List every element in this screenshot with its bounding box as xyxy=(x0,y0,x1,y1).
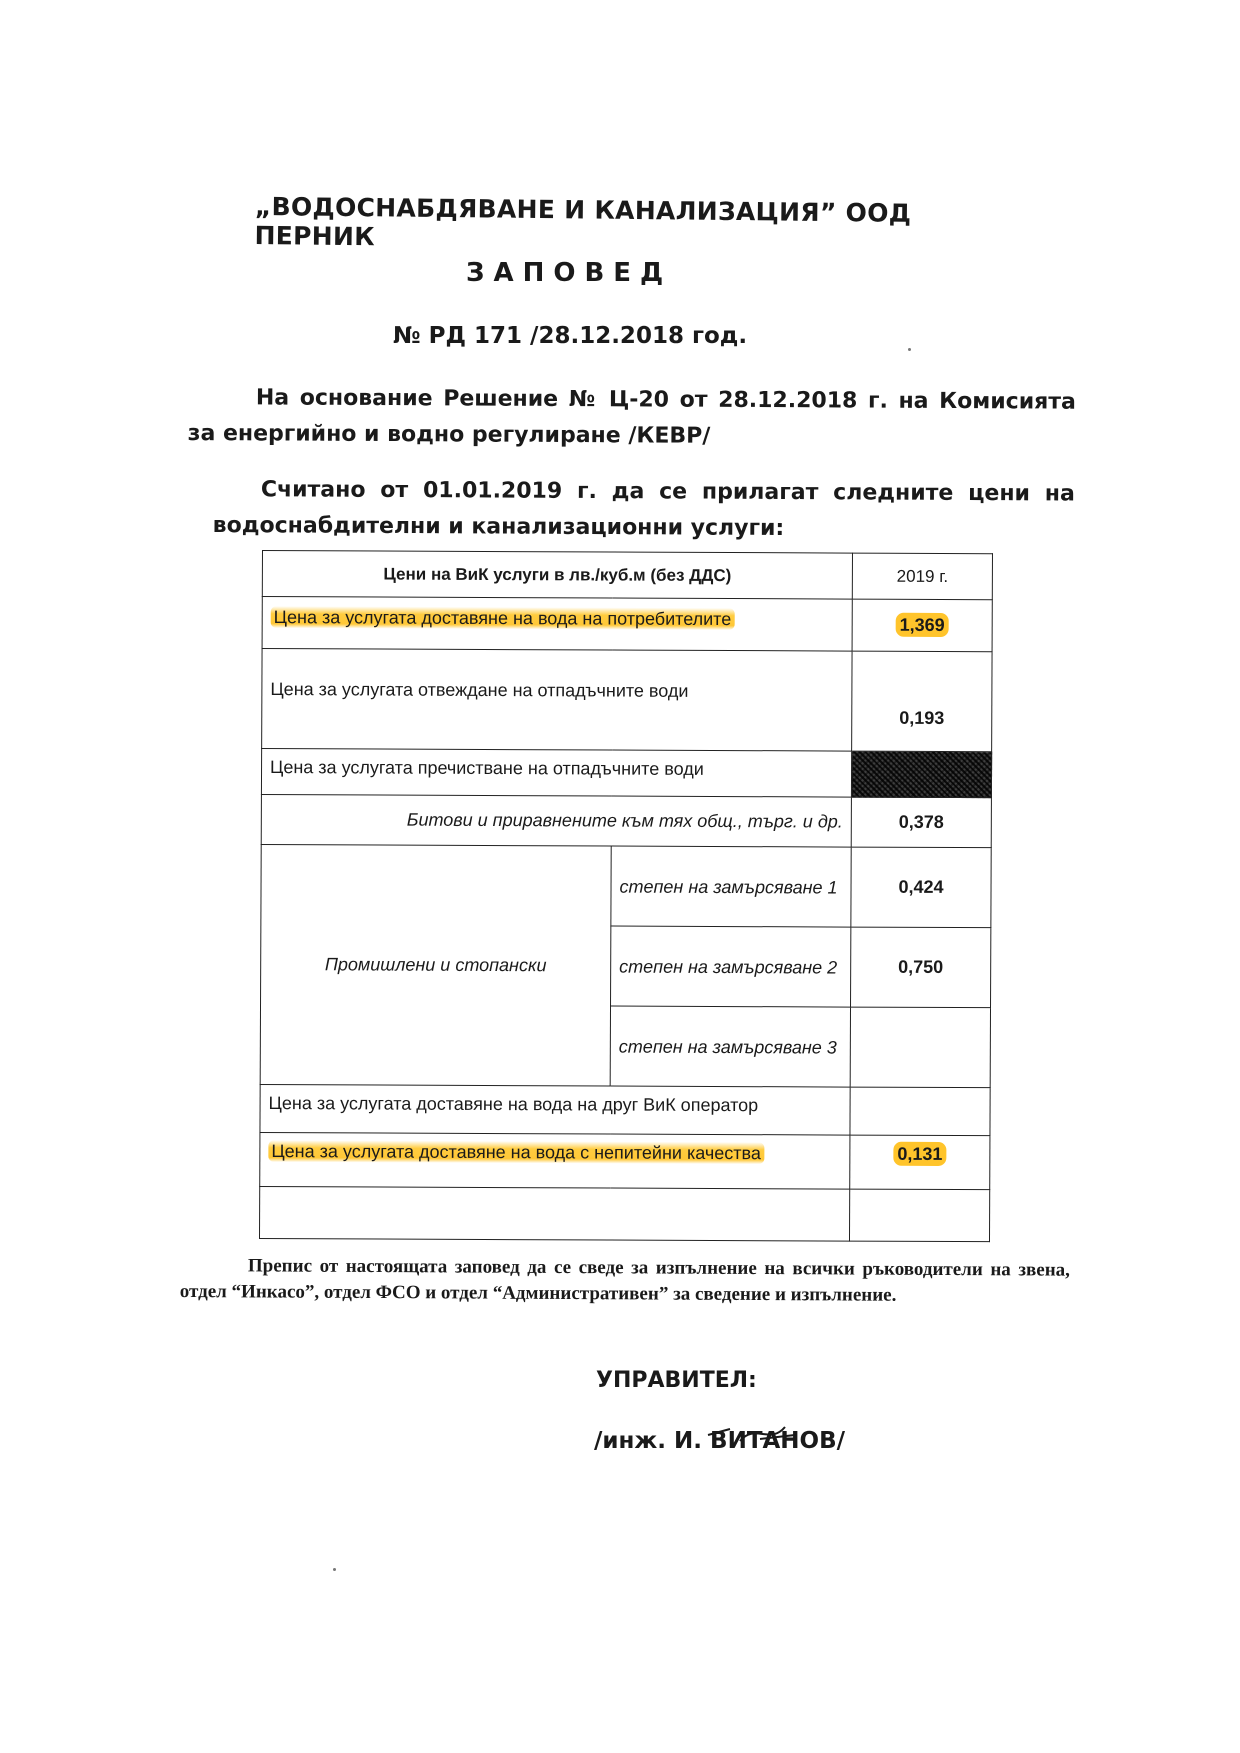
empty-cell xyxy=(259,1186,849,1241)
scan-speck xyxy=(333,1568,336,1571)
empty-value-cell xyxy=(849,1189,989,1242)
effective-paragraph: Считано от 01.01.2019 г. да се прилагат следните цени на водоснабдителни и канализационни услуги: xyxy=(212,477,1075,541)
nonpotable-label: Цена за услугата доставяне на вода с непитейни качества xyxy=(268,1140,764,1164)
pollution2-value: 0,750 xyxy=(898,956,944,977)
header-label-cell xyxy=(262,551,852,600)
household-cell xyxy=(261,794,851,847)
pollution3-label: степен на замърсяване 3 xyxy=(618,1036,837,1058)
industrial-label: Промишлени и стопански xyxy=(324,954,547,976)
order-number: № РД 171 /28.12.2018 год. xyxy=(393,323,748,349)
table-row-empty xyxy=(259,1186,989,1241)
pollution2-cell xyxy=(611,926,851,1007)
other-operator-value-cell xyxy=(850,1087,990,1136)
household-value-cell xyxy=(851,797,991,848)
pollution3-cell xyxy=(610,1006,850,1087)
treatment-cell xyxy=(261,749,851,798)
pollution1-label: степен на замърсяване 1 xyxy=(619,876,838,898)
wastewater-value-cell xyxy=(852,651,992,752)
pollution2-label: степен на замърсяване 2 xyxy=(619,956,838,978)
pollution3-value-cell xyxy=(850,1007,990,1088)
document-title: ЗАПОВЕД xyxy=(466,258,673,288)
table-row xyxy=(260,1084,990,1135)
table-row xyxy=(261,794,991,847)
wastewater-cell xyxy=(262,649,852,752)
manager-label: УПРАВИТЕЛ: xyxy=(596,1368,757,1393)
pollution1-value: 0,424 xyxy=(898,876,944,897)
household-value: 0,378 xyxy=(898,811,944,832)
treatment-hatched-cell xyxy=(851,751,991,798)
copy-note: Препис от настоящата заповед да се сведе за изпълнение на всички ръководители на звена, отдел “Инкасо”, отдел ФСО и отдел “Административен” за сведение и изпълнение. xyxy=(179,1255,1070,1306)
pollution1-cell xyxy=(611,846,851,927)
header-label: Цени на ВиК услуги в лв./куб.м (без ДДС) xyxy=(383,564,732,585)
basis-paragraph: На основание Решение № Ц-20 от 28.12.2018 г. на Комисията за енергийно и водно регулиране /КЕВР/ xyxy=(187,385,1076,449)
household-label: Битови и приравнените към тях общ., търг. и др. xyxy=(406,809,843,832)
nonpotable-cell xyxy=(260,1132,850,1189)
other-operator-label: Цена за услугата доставяне на вода на друг ВиК оператор xyxy=(268,1093,759,1116)
other-operator-cell xyxy=(260,1084,850,1135)
price-table xyxy=(259,550,993,1242)
pollution2-value-cell xyxy=(851,927,991,1008)
table-row xyxy=(262,649,992,752)
water-supply-label: Цена за услугата доставяне на вода на потребителите xyxy=(271,606,735,630)
signature-strokes xyxy=(700,1415,810,1455)
water-supply-value-cell xyxy=(852,599,992,652)
scan-speck xyxy=(908,348,911,351)
table-row xyxy=(262,597,992,652)
table-row xyxy=(260,1132,990,1189)
industrial-cell xyxy=(260,844,611,1086)
manager-name: /инж. И. ВИТАНОВ/ xyxy=(594,1428,846,1454)
wastewater-label: Цена за услугата отвеждане на отпадъчните води xyxy=(270,679,689,701)
header-year: 2019 г. xyxy=(896,566,949,586)
header-year-cell xyxy=(852,553,992,600)
table-row xyxy=(261,844,991,927)
wastewater-value: 0,193 xyxy=(899,707,945,728)
table-row xyxy=(261,749,991,798)
nonpotable-value-cell xyxy=(850,1135,990,1190)
water-supply-cell xyxy=(262,597,852,652)
water-supply-value: 1,369 xyxy=(896,613,949,637)
company-name: „ВОДОСНАБДЯВАНЕ И КАНАЛИЗАЦИЯ” ООД ПЕРНИК xyxy=(254,192,912,252)
treatment-label: Цена за услугата пречистване на отпадъчните води xyxy=(270,757,704,779)
table-header-row xyxy=(262,551,992,600)
pollution1-value-cell xyxy=(851,847,991,928)
nonpotable-value: 0,131 xyxy=(893,1142,946,1166)
